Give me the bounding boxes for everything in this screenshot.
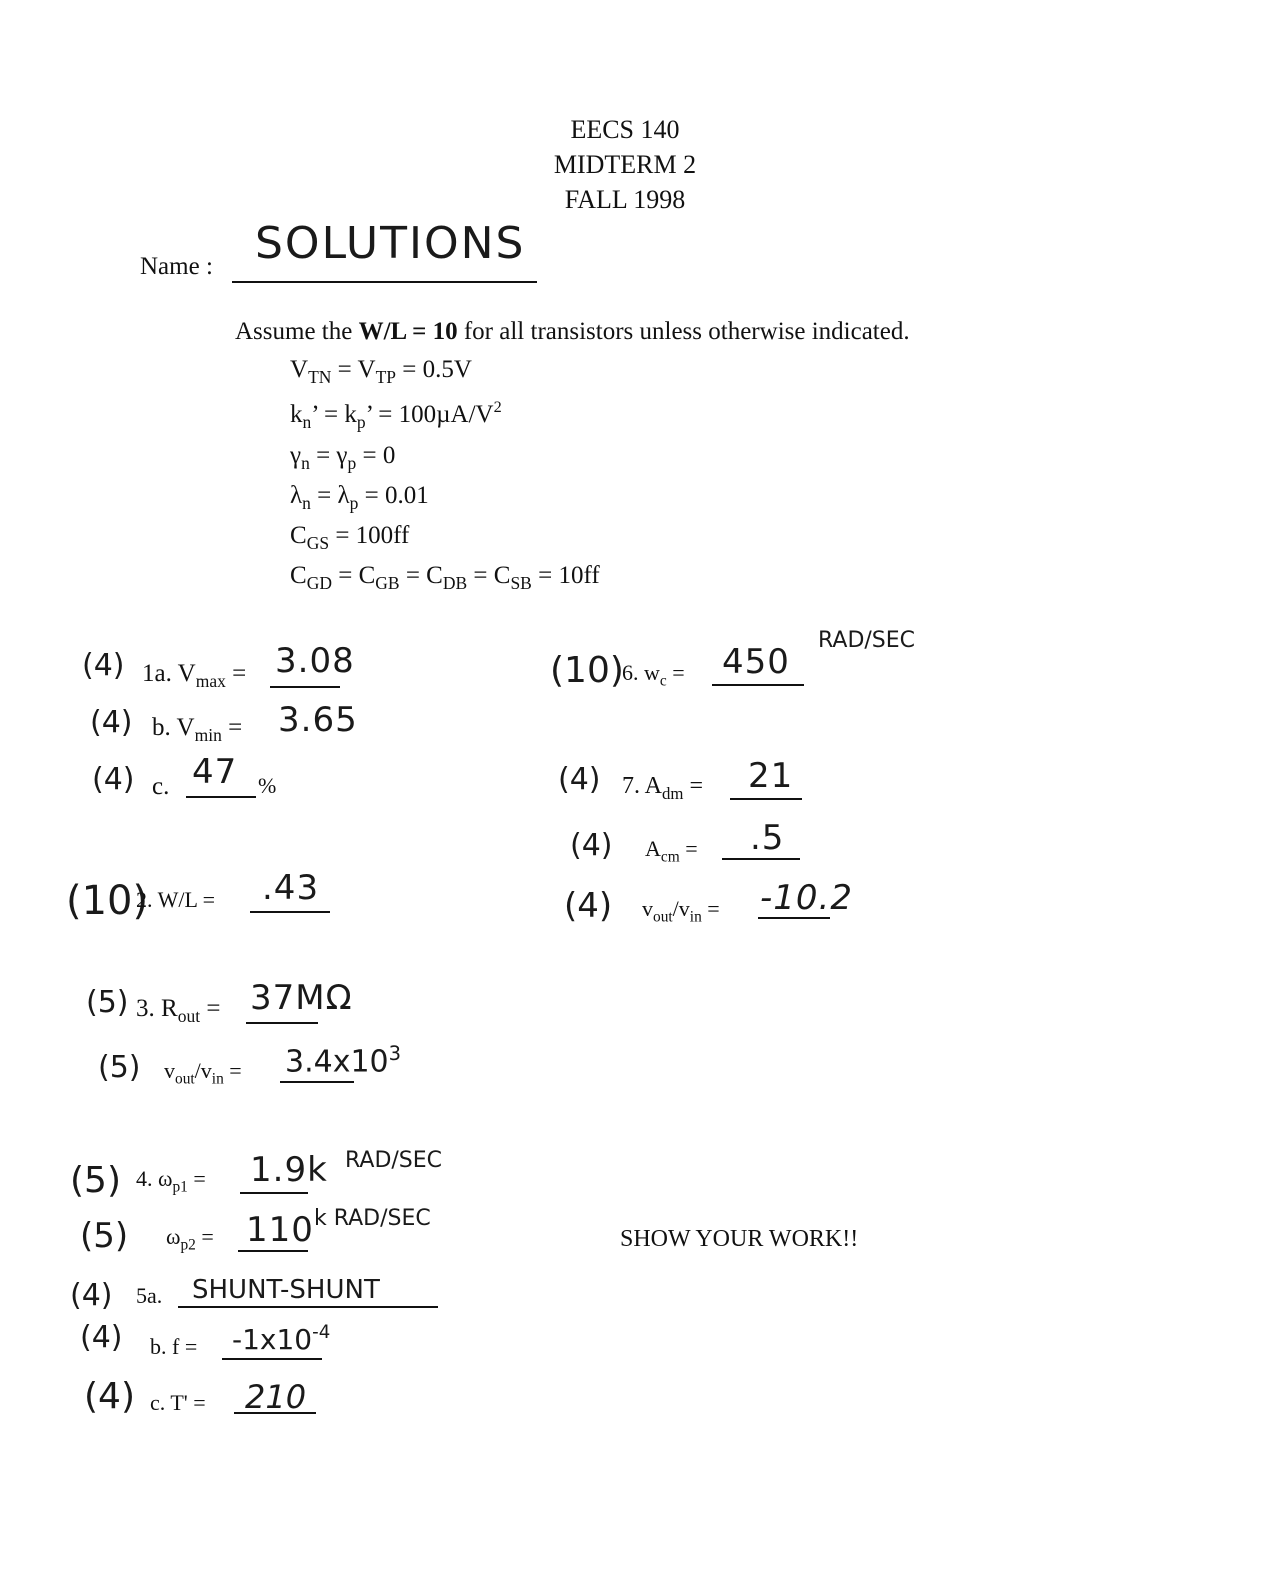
- transconductance-line: $k_n$’ = $k_p$’ = $100\mu A/V^2$: [290, 398, 502, 432]
- q1c-label: c.: [152, 773, 170, 800]
- q7a-points: (4): [558, 762, 601, 797]
- q7c-points: (4): [564, 886, 613, 926]
- q3a-underline: [246, 1022, 318, 1024]
- q7c-underline: [758, 917, 830, 919]
- q5b-answer: $-1x10^{-4}$: [232, 1322, 331, 1356]
- q3b-points: (5): [98, 1050, 141, 1085]
- q5b-points: (4): [80, 1320, 123, 1355]
- q2-answer: .43: [262, 868, 320, 908]
- q7b-label: $A_{cm}$ =: [645, 836, 698, 866]
- q6-unit: RAD/SEC: [818, 628, 916, 653]
- term-title: FALL 1998: [564, 185, 686, 214]
- capacitances-line: $C_{GD} = C_{GB} = C_{DB} = C_{SB} = 10ff$: [290, 562, 600, 594]
- name-underline: [232, 281, 537, 283]
- q4b-underline: [238, 1250, 308, 1252]
- q1c-answer: 47: [192, 752, 238, 792]
- q4a-label: 4. $\omega_{p1}$ =: [136, 1166, 206, 1196]
- show-work-note: SHOW YOUR WORK!!: [620, 1226, 859, 1252]
- q1c-points: (4): [92, 762, 135, 797]
- q2-points: (10): [66, 878, 149, 924]
- q6-points: (10): [550, 650, 624, 691]
- q1a-label: 1a. $V_{max}$ =: [142, 660, 247, 692]
- q3b-underline: [280, 1081, 354, 1083]
- q7a-answer: 21: [748, 756, 794, 796]
- q7a-underline: [730, 798, 802, 800]
- q1a-points: (4): [82, 648, 125, 683]
- q5c-answer: 210: [245, 1378, 307, 1416]
- q5b-underline: [222, 1358, 322, 1360]
- q7a-label: 7. $A_{dm}$ =: [622, 773, 704, 803]
- q1c-underline: [186, 796, 256, 798]
- q5c-points: (4): [84, 1376, 135, 1417]
- exam-title: MIDTERM 2: [553, 150, 697, 179]
- q4b-label: $\omega_{p2}$ =: [166, 1224, 214, 1254]
- q6-underline: [712, 684, 804, 686]
- q5c-underline: [234, 1412, 316, 1414]
- q2-label: 2. W/L =: [136, 887, 216, 912]
- q5a-underline: [178, 1306, 438, 1308]
- q6-label: 6. $w_c$ =: [622, 660, 685, 690]
- q2-underline: [250, 911, 330, 913]
- channel-length-line: $\lambda_n = \lambda_p = 0.01$: [290, 482, 429, 514]
- body-effect-line: $\gamma_n = \gamma_p = 0$: [290, 442, 396, 474]
- q4a-underline: [240, 1192, 308, 1194]
- q1a-answer: 3.08: [275, 641, 355, 681]
- q3a-points: (5): [86, 985, 129, 1020]
- q7c-label: $v_{out}/v_{in}$ =: [642, 896, 720, 926]
- q7b-underline: [722, 858, 800, 860]
- q4a-unit: RAD/SEC: [345, 1148, 443, 1173]
- q3a-label: 3. $R_{out}$ =: [136, 995, 221, 1027]
- q1c-percent: %: [258, 773, 277, 798]
- q1b-answer: 3.65: [278, 700, 358, 740]
- name-value: SOLUTIONS: [255, 218, 526, 269]
- q7b-points: (4): [570, 828, 613, 863]
- assumptions-intro: Assume the W/L = 10 for all transistors unless otherwise indicated.: [235, 318, 910, 345]
- q6-answer: 450: [722, 642, 790, 682]
- q5c-label: c. T' =: [150, 1390, 206, 1415]
- q4b-answer: 110: [246, 1210, 314, 1250]
- q7c-answer: -10.2: [760, 878, 853, 918]
- q4b-unit: k RAD/SEC: [314, 1206, 431, 1231]
- name-label: Name :: [140, 253, 213, 280]
- q1b-label: b. $V_{min}$ =: [152, 714, 243, 746]
- q5a-points: (4): [70, 1278, 113, 1313]
- q1a-underline: [270, 686, 340, 688]
- q4a-points: (5): [70, 1160, 121, 1201]
- q1b-points: (4): [90, 705, 133, 740]
- threshold-voltage-line: $V_{TN} = V_{TP} = 0.5V$: [290, 356, 472, 388]
- q3b-answer: $3.4x10^3$: [285, 1042, 402, 1080]
- cgs-line: $C_{GS} = 100ff$: [290, 522, 410, 554]
- q4b-points: (5): [80, 1216, 129, 1256]
- course-title: EECS 140: [570, 115, 680, 144]
- q7b-answer: .5: [750, 818, 785, 858]
- q3b-label: $v_{out}/v_{in}$ =: [164, 1058, 242, 1088]
- q4a-answer: 1.9k: [250, 1150, 328, 1190]
- q5a-answer: SHUNT-SHUNT: [192, 1275, 380, 1305]
- q5b-label: b. f =: [150, 1334, 198, 1359]
- q3a-answer: 37MΩ: [250, 978, 353, 1018]
- q5a-label: 5a.: [136, 1283, 163, 1308]
